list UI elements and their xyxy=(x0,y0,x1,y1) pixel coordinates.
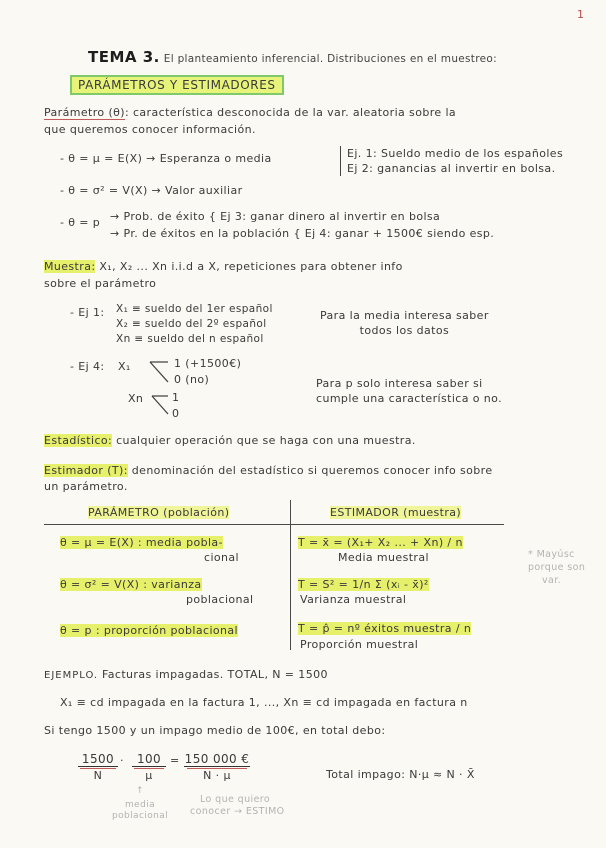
parametro-bullet-3b: → Pr. de éxitos en la población { Ej 4: ganar + 1500€ siendo esp. xyxy=(110,227,495,240)
muestra-def: X₁, X₂ ... Xn i.i.d a X, repeticiones para obtener info xyxy=(99,260,403,273)
ej1-note xyxy=(320,308,489,338)
table-row-2-param-2: poblacional xyxy=(186,593,254,606)
table-row-1-param xyxy=(60,536,223,549)
estimador-line-1 xyxy=(44,464,493,477)
table-row-3-est-text: T = p̂ = nº éxitos muestra / n xyxy=(298,622,472,635)
muestra-term: Muestra: xyxy=(44,260,96,273)
estadistico-line xyxy=(44,434,416,447)
frac-1-num: 1500 xyxy=(78,752,118,767)
ej4-xn-branch-icon xyxy=(150,392,172,418)
table-row-2-est-text: T = S² = 1/n Σ (xᵢ - x̄)² xyxy=(298,578,429,591)
ej4-label: - Ej 4: xyxy=(70,360,105,373)
table-col-1-label: PARÁMETRO (población) xyxy=(88,506,230,519)
frac-3-num: 150 000 € xyxy=(184,752,250,766)
table-side-note-3: var. xyxy=(542,575,562,586)
frac-3-den: N · μ xyxy=(203,769,231,782)
table-row-3-param-text: θ = p : proporción poblacional xyxy=(60,624,239,637)
ej1-note-2: todos los datos xyxy=(359,324,450,337)
table-row-1-est-2: Media muestral xyxy=(338,551,429,564)
ej4-xn-b: 0 xyxy=(172,407,180,420)
ej4-xn-a: 1 xyxy=(172,391,180,404)
frac-2-num: 100 xyxy=(132,752,166,767)
label-lo-que-quiero xyxy=(190,794,285,818)
ej4-note-2: cumple una característica o no. xyxy=(316,392,502,405)
table-row-1-est xyxy=(298,536,463,549)
ej4-note-1: Para p solo interesa saber si xyxy=(316,377,483,390)
muestra-line-2: sobre el parámetro xyxy=(44,277,157,290)
section-title: PARÁMETROS Y ESTIMADORES xyxy=(70,75,284,95)
ej1-x2: X₂ ≡ sueldo del 2º español xyxy=(116,318,267,330)
ej4-x1-b: 0 (no) xyxy=(174,373,210,386)
frac-2-den: μ xyxy=(145,769,153,782)
estadistico-def: cualquier operación que se haga con una muestra. xyxy=(116,434,416,447)
ej4-x1-values xyxy=(174,356,241,388)
ej1-xn: Xn ≡ sueldo del n español xyxy=(116,333,264,345)
estimador-term: Estimador (T): xyxy=(44,464,128,477)
muestra-line-1 xyxy=(44,260,403,273)
frac-1-den: N xyxy=(93,769,103,782)
page-number: 1 xyxy=(577,8,585,21)
frac-equals: = xyxy=(170,754,180,767)
estimador-def-1: denominación del estadístico si queremos conocer info sobre xyxy=(131,464,493,477)
ej1-label: - Ej 1: xyxy=(70,306,105,319)
ej4-x1: X₁ xyxy=(118,360,131,373)
total-impago: Total impago: N·μ ≈ N · X̄ xyxy=(326,768,475,781)
ej4-xn: Xn xyxy=(128,392,144,405)
table-row-3-est xyxy=(298,622,471,635)
parametro-def-2: que queremos conocer información. xyxy=(44,123,256,136)
ej1-list xyxy=(116,302,273,347)
tema-label: TEMA 3. xyxy=(88,48,160,66)
table-side-note xyxy=(528,548,585,587)
label-poblacional: poblacional xyxy=(112,811,169,821)
table-row-3-est-2: Proporción muestral xyxy=(300,638,419,651)
ej4-x1-a: 1 (+1500€) xyxy=(174,357,242,370)
table-row-2-param xyxy=(60,578,202,591)
table-row-2-est xyxy=(298,578,429,591)
table-side-note-1: * Mayúsc xyxy=(528,549,575,560)
frac-1 xyxy=(78,752,118,782)
ej1-x1: X₁ ≡ sueldo del 1er español xyxy=(116,303,273,315)
table-row-2-param-text: θ = σ² = V(X) : varianza xyxy=(60,578,202,591)
estimador-def-2: un parámetro. xyxy=(44,480,128,493)
parametro-bullet-3: - θ = p xyxy=(60,216,101,229)
ejemplo-line-2: X₁ ≡ cd impagada en la factura 1, ..., Xn ≡ cd impagada en factura n xyxy=(60,696,468,709)
ejemplo-line-1 xyxy=(44,668,328,681)
ej4-note xyxy=(316,376,502,406)
parametro-ej2: Ej 2: ganancias al invertir en bolsa. xyxy=(347,162,556,175)
table-header-rule xyxy=(44,524,504,525)
header-title: El planteamiento inferencial. Distribuciones en el muestreo: xyxy=(163,53,497,65)
label-conocer: conocer → ESTIMO xyxy=(190,806,285,817)
parametro-def-1: : característica desconocida de la var. aleatoria sobre la xyxy=(124,106,457,119)
table-side-note-2: porque son xyxy=(528,562,586,573)
parametro-bullet-3a: → Prob. de éxito { Ej 3: ganar dinero al invertir en bolsa xyxy=(110,210,441,223)
ej4-xn-values xyxy=(172,390,179,422)
table-row-1-param-2: cional xyxy=(204,551,240,564)
table-col-1 xyxy=(88,506,229,519)
frac-2 xyxy=(132,752,166,782)
ejemplo-term: EJEMPLO. xyxy=(44,670,99,681)
ej1-note-1: Para la media interesa saber xyxy=(320,309,489,322)
ejemplo-line-3: Si tengo 1500 y un impago medio de 100€, en total debo: xyxy=(44,724,386,737)
parametro-bullet-2: - θ = σ² = V(X) → Valor auxiliar xyxy=(60,184,243,197)
table-row-1-est-text: T = x̄ = (X₁+ X₂ ... + Xn) / n xyxy=(298,536,463,549)
label-media: media xyxy=(124,800,156,810)
table-row-1-param-text: θ = μ = E(X) : media pobla- xyxy=(60,536,223,549)
estadistico-term: Estadístico: xyxy=(44,434,113,447)
table-col-2 xyxy=(330,506,461,519)
label-media-poblacional xyxy=(112,800,168,822)
frac-dot-1: · xyxy=(120,754,124,767)
label-lo-que: Lo que quiero xyxy=(200,794,271,805)
table-center-rule xyxy=(290,500,291,650)
table-row-2-est-2: Varianza muestral xyxy=(300,593,407,606)
section-title-wrap xyxy=(70,78,284,92)
parametro-ej1: Ej. 1: Sueldo medio de los españoles xyxy=(347,147,564,160)
table-row-3-param xyxy=(60,624,238,637)
parametro-bullet-1: - θ = μ = E(X) → Esperanza o media xyxy=(60,152,272,165)
arrow-up-icon: ↑ xyxy=(136,786,144,796)
parametro-line-1 xyxy=(44,106,456,119)
table-col-2-label: ESTIMADOR (muestra) xyxy=(330,506,462,519)
frac-3 xyxy=(184,752,250,782)
parametro-term: Parámetro (θ) xyxy=(44,106,125,119)
ej4-x1-branch-icon xyxy=(148,358,172,388)
header xyxy=(88,48,497,66)
parametro-ej-brace xyxy=(340,146,563,176)
ejemplo-text-1: Facturas impagadas. TOTAL, N = 1500 xyxy=(102,668,328,681)
